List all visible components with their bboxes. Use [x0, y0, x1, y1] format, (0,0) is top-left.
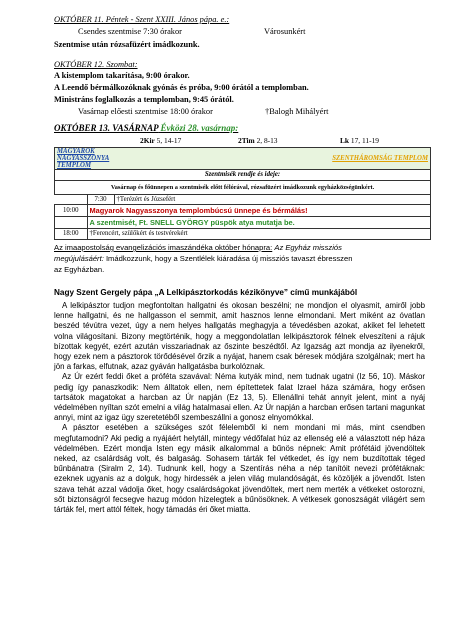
oct11-note: Szentmise után rózsafüzért imádkozunk. — [54, 40, 200, 49]
oct12-line1: A kistemplom takarítása, 9:00 órakor. — [54, 71, 190, 80]
oct12-line4-intent: †Balogh Mihályért — [265, 107, 329, 116]
row2-text: Magyarok Nagyasszonya templombúcsú ünnepe és bérmálás! — [87, 205, 431, 217]
prayer-intent-end: megújulásáért: — [54, 254, 104, 263]
reading-3-book: Lk — [340, 136, 350, 145]
row4-time: 18:00 — [55, 229, 88, 240]
oct13-header — [54, 124, 238, 133]
row1-time: 7:30 — [87, 194, 114, 205]
prayer-line-3: az Egyházban. — [54, 265, 105, 274]
schedule-row — [55, 205, 431, 217]
oct13-header-date: OKTÓBER 13. VASÁRNAP — [54, 123, 159, 133]
order-title: Szentmisék rendje és ideje: — [55, 170, 431, 181]
article-paragraph-1: A lelkipásztor tudjon megfontoltan hallgatni és okosan beszélni; ne mondjon el olyasmit, amiről jobb lenne hallgatni, és ne hallgasson el semmit, amit hasznos lenne elmondani. Mert miként az óvatlan beszéd tévútra vezet, úgy a nem helyes hallgatás meghagyja a tévedésben azokat, akiket fel lehetett volna világosítani. Bizony megtörténik, hogy a meggondolatlan lelkipásztorok félnek elveszíteni a rájuk bízottak kegyét, ezért azután visszariadnak az őszinte beszédtől. Az Igazság azt mondja az ilyenekről, hogy ezek nem a pásztorok törődésével őrzik a nyájat, hanem csak béresek módjára szolgálnak; mert ha jön a farkas, elfutnak, azaz gyáván hallgatásba burkolóznak. — [54, 301, 425, 372]
article-paragraph-2: Az Úr ezért feddi őket a próféta szavával: Néma kutyák mind, nem tudnak ugatni (Iz 56, 10). Máskor pedig így panaszkodik: Nem álltatok ellen, nem építettetek falat Izrael háza számára, hogy erősen tartsátok magatokat a harcban az Úr napján (Ez 13, 5). Ellenállni tehát annyit jelent, mint a nyáj védelmében nyíltan szót emelni a világ hatalmasai ellen. Az Úr napján a harcban erősen tartani magunkat annyi, mint az igaz ügy szeretetéből szembeszállni a gonosz elnyomókkal. — [54, 372, 425, 423]
reading-1-ref: 5, 14-17 — [156, 136, 182, 145]
oct12-header: OKTÓBER 12. Szombat: — [54, 60, 138, 69]
oct12-line3: Ministráns foglalkozás a templomban, 9:45 órától. — [54, 95, 234, 104]
row4-intent: †Ferencért, szülőkért és testvérekért — [87, 229, 431, 240]
prayer-line-2 — [54, 255, 352, 263]
article-paragraph-3: A pásztor esetében a szükséges szót félelemből ki nem mondani mi más, mint csendben megfutamodni? Aki pedig a nyájáért helytáll, mintegy védőfalat húz az ellenség elé a választott nép háza védelmében. Ezért mondja Isten egy másik alkalommal a bűnös népnek: Amit prófétáid jövendöltek neked, az csalárdság volt, és balgaság. Sohasem tárták fel vétkedet, és így nem buzdítottak téged bűnbánatra (Siralm 2, 14). Tudnunk kell, hogy a Szentírás néha a nép tanítóit nevezi prófétáknak: ezeknek ugyanis az a dolguk, hogy hirdessék a jelen világ mulandóságát, és közöljék a jövendőt. Isten szava tehát azzal vádolja őket, hogy csalárdságokat jövendöltek, mert nem merték a vétkeket ostorozni, sőt biztonságról fecsegve hazug módon hízelegtek a bűnösöknek. A vétkesek gonoszságát világért sem tárták fel, mert attól féltek, hogy támadás éri őket miatta. — [54, 423, 425, 515]
prayer-label: Az imaapostolság evangelizációs imaszándéka október hónapra: — [54, 243, 273, 252]
row3-text: A szentmisét, Ft. SNELL GYÖRGY püspök atya mutatja be. — [87, 217, 431, 229]
oct12-line2: A Leendő bérmálkozóknak gyónás és próba, 9:00 órától a templomban. — [54, 83, 309, 92]
prayer-text: Imádkozzunk, hogy a Szentlélek kiáradása új missziós tavaszt ébresszen — [105, 254, 353, 263]
article-title: Nagy Szent Gergely pápa „A Lelkipásztorkodás kézikönyve” című munkájából — [54, 288, 358, 297]
row2-time: 10:00 — [55, 205, 88, 217]
oct13-reading-3 — [340, 137, 379, 144]
row1-intent: †Terézért és Józsefért — [114, 194, 431, 205]
church-left: MAGYAROK NAGYASSZONYA TEMPLOM — [55, 148, 115, 170]
oct13-reading-1 — [140, 137, 181, 144]
reading-3-ref: 17, 11-19 — [350, 136, 379, 145]
reading-1-book: 2Kir — [140, 136, 155, 145]
oct13-header-day: Évközi 28. vasárnap: — [160, 123, 239, 133]
church-right: SZENTHÁROMSÁG TEMPLOM — [114, 148, 431, 170]
article-body — [54, 301, 425, 515]
schedule-row — [55, 217, 431, 229]
oct13-reading-2 — [238, 137, 278, 144]
oct11-header: OKTÓBER 11. Péntek - Szent XXIII. János pápa. e.: — [54, 15, 230, 24]
oct12-line4-mass: Vasárnap előesti szentmise 18:00 órakor — [78, 107, 213, 116]
reading-2-book: 2Tim — [238, 136, 255, 145]
prayer-intent-start: Az Egyház missziós — [274, 243, 342, 252]
mass-schedule-table — [54, 147, 431, 240]
oct11-mass-time: Csendes szentmise 7:30 órakor — [78, 27, 182, 36]
prayer-line-1 — [54, 244, 342, 252]
church-row — [55, 148, 431, 170]
reading-2-ref: 2, 8-13 — [256, 136, 278, 145]
schedule-row — [55, 194, 431, 205]
rosary-note: Vasárnap és főünnepen a szentmisék előtt félórával, rózsafüzért imádkozunk egyházközségünkért. — [55, 180, 431, 194]
oct11-mass-place: Városunkért — [264, 27, 306, 36]
schedule-row — [55, 229, 431, 240]
